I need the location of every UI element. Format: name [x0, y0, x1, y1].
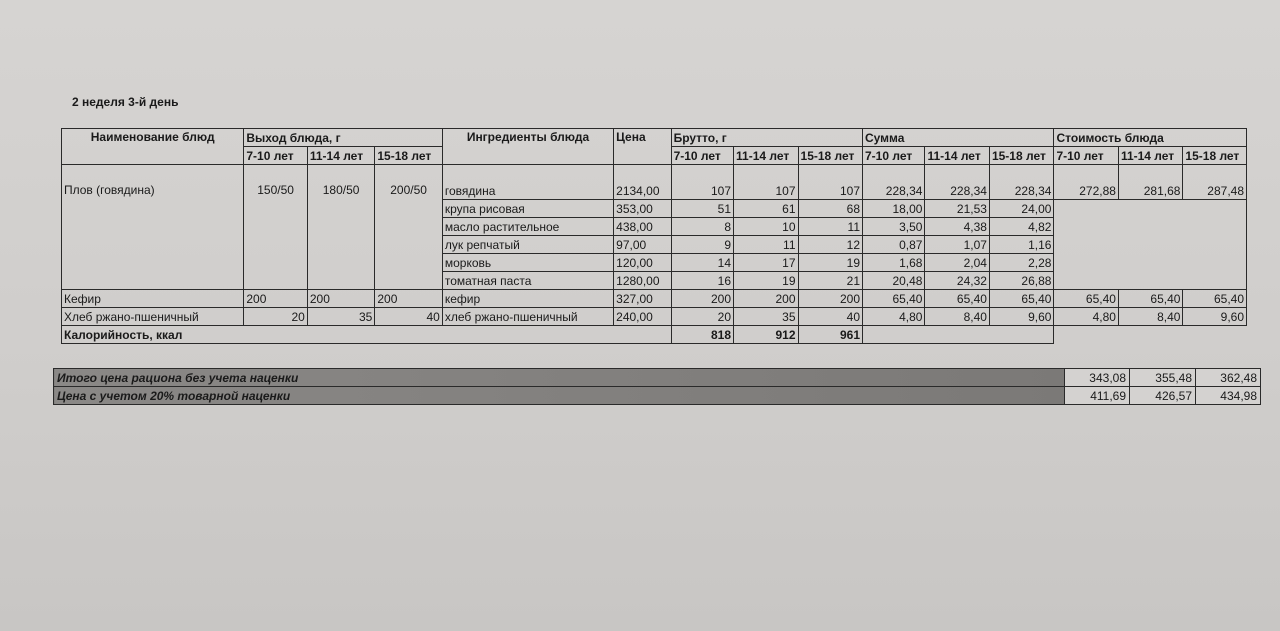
dish-name: Хлеб ржано-пшеничный: [62, 308, 244, 326]
sum-value: 228,34: [863, 182, 925, 200]
sum-value: 228,34: [989, 182, 1054, 200]
ingredient-price: 438,00: [614, 218, 671, 236]
sum-value: 1,68: [863, 254, 925, 272]
age-header: 11-14 лет: [734, 147, 798, 165]
ingredient-price: 1280,00: [614, 272, 671, 290]
brutto-value: 8: [671, 218, 733, 236]
table-row: [62, 290, 1247, 308]
brutto-value: 19: [798, 254, 862, 272]
sum-value: 21,53: [925, 200, 989, 218]
dish-output: 180/50: [307, 182, 375, 290]
cost-empty: [1054, 200, 1247, 290]
spacer-row: [62, 165, 1247, 183]
sum-value: 4,82: [989, 218, 1054, 236]
dish-output: 200/50: [375, 182, 443, 290]
cost-value: 65,40: [1054, 290, 1118, 308]
table-row: [62, 182, 1247, 200]
dish-name: Кефир: [62, 290, 244, 308]
ingredient-price: 240,00: [614, 308, 671, 326]
sum-value: 18,00: [863, 200, 925, 218]
dish-output: 200: [375, 290, 443, 308]
ingredient-name: томатная паста: [442, 272, 613, 290]
total-value: 411,69: [1065, 387, 1130, 405]
sum-value: 2,04: [925, 254, 989, 272]
calories-label: Калорийность, ккал: [62, 326, 672, 344]
header-brutto: Брутто, г: [671, 129, 862, 147]
total-value: 434,98: [1196, 387, 1261, 405]
age-header: 7-10 лет: [244, 147, 307, 165]
sum-value: 3,50: [863, 218, 925, 236]
brutto-value: 200: [798, 290, 862, 308]
brutto-value: 19: [734, 272, 798, 290]
calories-row: [62, 326, 1247, 344]
sum-value: 9,60: [989, 308, 1054, 326]
header-name: Наименование блюд: [62, 129, 244, 165]
brutto-value: 16: [671, 272, 733, 290]
brutto-value: 200: [734, 290, 798, 308]
ingredient-name: масло растительное: [442, 218, 613, 236]
sum-value: 4,38: [925, 218, 989, 236]
cost-value: 272,88: [1054, 182, 1118, 200]
age-header: 7-10 лет: [863, 147, 925, 165]
header-cost: Стоимость блюда: [1054, 129, 1247, 147]
age-header: 7-10 лет: [1054, 147, 1118, 165]
age-header: 11-14 лет: [925, 147, 989, 165]
calories-empty: [863, 326, 1054, 344]
brutto-value: 107: [734, 182, 798, 200]
brutto-value: 17: [734, 254, 798, 272]
totals-table: [53, 368, 1261, 405]
dish-output: 40: [375, 308, 443, 326]
brutto-value: 35: [734, 308, 798, 326]
dish-output: 150/50: [244, 182, 307, 290]
dish-output: 200: [307, 290, 375, 308]
brutto-value: 107: [671, 182, 733, 200]
age-header: 11-14 лет: [1118, 147, 1182, 165]
dish-name: Плов (говядина): [62, 182, 244, 290]
header-sum: Сумма: [863, 129, 1054, 147]
sum-value: 20,48: [863, 272, 925, 290]
brutto-value: 40: [798, 308, 862, 326]
age-header: 15-18 лет: [989, 147, 1054, 165]
sum-value: 65,40: [863, 290, 925, 308]
brutto-value: 200: [671, 290, 733, 308]
brutto-value: 14: [671, 254, 733, 272]
age-header: 7-10 лет: [671, 147, 733, 165]
ingredient-name: морковь: [442, 254, 613, 272]
dish-output: 20: [244, 308, 307, 326]
sum-value: 4,80: [863, 308, 925, 326]
total-value: 426,57: [1130, 387, 1196, 405]
sum-value: 65,40: [925, 290, 989, 308]
brutto-value: 68: [798, 200, 862, 218]
ingredient-price: 120,00: [614, 254, 671, 272]
dish-output: 200: [244, 290, 307, 308]
ingredient-name: говядина: [442, 182, 613, 200]
brutto-value: 107: [798, 182, 862, 200]
total-value: 362,48: [1196, 369, 1261, 387]
total-row-no-markup: [54, 369, 1261, 387]
cost-value: 4,80: [1054, 308, 1118, 326]
sum-value: 2,28: [989, 254, 1054, 272]
table-row: [62, 308, 1247, 326]
total-no-markup-label: Итого цена рациона без учета наценки: [54, 369, 1065, 387]
ingredient-price: 2134,00: [614, 182, 671, 200]
header-price: Цена: [614, 129, 671, 165]
ingredient-name: крупа рисовая: [442, 200, 613, 218]
total-row-markup: [54, 387, 1261, 405]
cost-value: 281,68: [1118, 182, 1182, 200]
cost-value: 65,40: [1183, 290, 1247, 308]
brutto-value: 51: [671, 200, 733, 218]
ingredient-price: 327,00: [614, 290, 671, 308]
sum-value: 24,00: [989, 200, 1054, 218]
brutto-value: 11: [798, 218, 862, 236]
ingredient-price: 353,00: [614, 200, 671, 218]
sum-value: 1,16: [989, 236, 1054, 254]
age-header: 15-18 лет: [375, 147, 443, 165]
sum-value: 24,32: [925, 272, 989, 290]
page-title: 2 неделя 3-й день: [72, 95, 179, 109]
header-ingredients: Ингредиенты блюда: [442, 129, 613, 165]
header-row-1: [62, 129, 1247, 147]
sum-value: 65,40: [989, 290, 1054, 308]
ingredient-price: 97,00: [614, 236, 671, 254]
ingredient-name: лук репчатый: [442, 236, 613, 254]
total-markup-label: Цена с учетом 20% товарной наценки: [54, 387, 1065, 405]
total-value: 343,08: [1065, 369, 1130, 387]
age-header: 15-18 лет: [798, 147, 862, 165]
cost-value: 65,40: [1118, 290, 1182, 308]
header-output: Выход блюда, г: [244, 129, 442, 147]
calories-value: 818: [671, 326, 733, 344]
sum-value: 228,34: [925, 182, 989, 200]
sum-value: 1,07: [925, 236, 989, 254]
age-header: 15-18 лет: [1183, 147, 1247, 165]
menu-table: [61, 128, 1247, 344]
cost-value: 287,48: [1183, 182, 1247, 200]
calories-value: 912: [734, 326, 798, 344]
brutto-value: 9: [671, 236, 733, 254]
cost-value: 9,60: [1183, 308, 1247, 326]
brutto-value: 20: [671, 308, 733, 326]
brutto-value: 12: [798, 236, 862, 254]
calories-value: 961: [798, 326, 862, 344]
brutto-value: 11: [734, 236, 798, 254]
ingredient-name: хлеб ржано-пшеничный: [442, 308, 613, 326]
sum-value: 26,88: [989, 272, 1054, 290]
brutto-value: 21: [798, 272, 862, 290]
age-header: 11-14 лет: [307, 147, 375, 165]
ingredient-name: кефир: [442, 290, 613, 308]
brutto-value: 10: [734, 218, 798, 236]
dish-output: 35: [307, 308, 375, 326]
cost-value: 8,40: [1118, 308, 1182, 326]
brutto-value: 61: [734, 200, 798, 218]
sum-value: 0,87: [863, 236, 925, 254]
total-value: 355,48: [1130, 369, 1196, 387]
sum-value: 8,40: [925, 308, 989, 326]
